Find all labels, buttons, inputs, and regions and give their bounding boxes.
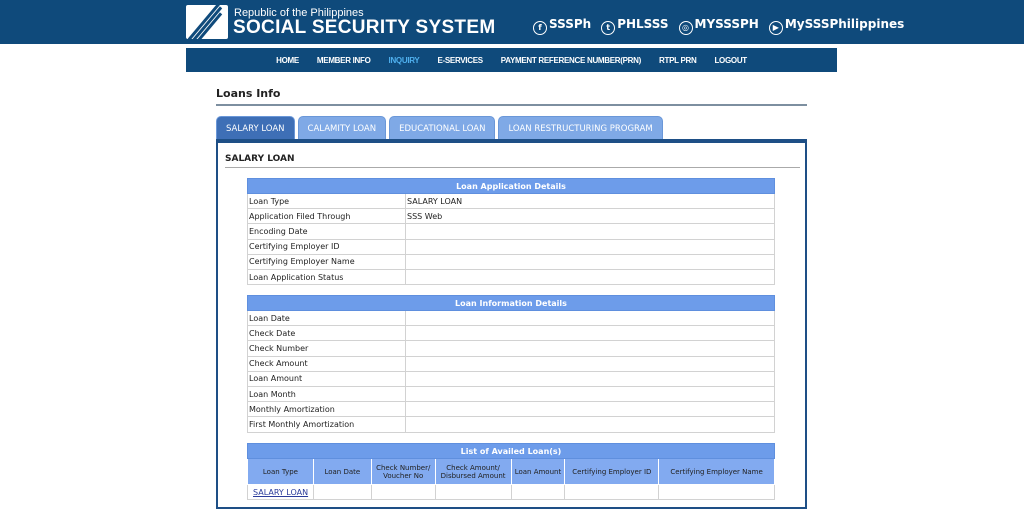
- column-header: Check Amount/ Disbursed Amount: [435, 459, 511, 485]
- table-header-row: [248, 296, 775, 311]
- main-nav: [186, 48, 837, 72]
- tab-salary-loan[interactable]: SALARY LOAN: [216, 116, 295, 140]
- cell: [511, 485, 565, 500]
- field-label: Check Date: [248, 326, 406, 341]
- column-header: Loan Date: [313, 459, 371, 485]
- twitter-icon: t: [601, 21, 615, 35]
- table-row: [248, 356, 775, 371]
- field-value: [406, 417, 775, 432]
- social-link[interactable]: [769, 17, 904, 35]
- field-value: [406, 402, 775, 417]
- table-row: [248, 386, 775, 401]
- field-label: Certifying Employer ID: [248, 239, 406, 254]
- field-label: Check Number: [248, 341, 406, 356]
- cell: [435, 485, 511, 500]
- table-row: [248, 239, 775, 254]
- republic-label: Republic of the Philippines: [234, 7, 364, 19]
- social-label: MYSSSPH: [694, 17, 759, 31]
- column-header-row: [248, 459, 775, 485]
- field-label: Application Filed Through: [248, 209, 406, 224]
- table-row: [248, 269, 775, 284]
- field-label: Loan Application Status: [248, 269, 406, 284]
- table-title: Loan Application Details: [248, 179, 775, 194]
- instagram-icon: ◎: [679, 21, 693, 35]
- table-row: [248, 402, 775, 417]
- social-link[interactable]: [679, 17, 759, 35]
- field-value: [406, 239, 775, 254]
- table-row: [248, 417, 775, 432]
- field-label: Check Amount: [248, 356, 406, 371]
- field-label: Loan Month: [248, 386, 406, 401]
- nav-member-info[interactable]: MEMBER INFO: [316, 55, 371, 65]
- field-label: Monthly Amortization: [248, 402, 406, 417]
- field-label: Loan Date: [248, 311, 406, 326]
- column-header: Loan Amount: [511, 459, 565, 485]
- table-title: Loan Information Details: [248, 296, 775, 311]
- table-row: [248, 209, 775, 224]
- social-label: MySSSPhilippines: [784, 17, 905, 31]
- availed-loans-table: [247, 443, 775, 500]
- field-value: [406, 326, 775, 341]
- loan-type-link[interactable]: SALARY LOAN: [253, 487, 309, 497]
- field-value: [406, 269, 775, 284]
- field-label: First Monthly Amortization: [248, 417, 406, 432]
- field-value: [406, 311, 775, 326]
- loan-information-table: [247, 295, 775, 433]
- nav-logout[interactable]: LOGOUT: [714, 55, 747, 65]
- field-value: [406, 371, 775, 386]
- table-header-row: [248, 444, 775, 459]
- cell: [659, 485, 775, 500]
- youtube-icon: ▶: [769, 21, 783, 35]
- table-row: [248, 371, 775, 386]
- field-value: SALARY LOAN: [406, 194, 775, 209]
- column-header: Certifying Employer ID: [565, 459, 659, 485]
- panel-title: SALARY LOAN: [225, 154, 295, 164]
- table-row: [248, 311, 775, 326]
- field-value: [406, 356, 775, 371]
- table-row: [248, 341, 775, 356]
- social-link[interactable]: [601, 17, 668, 35]
- column-header: Loan Type: [248, 459, 314, 485]
- tab-loan-restructuring-program[interactable]: LOAN RESTRUCTURING PROGRAM: [498, 116, 662, 140]
- nav-inquiry[interactable]: INQUIRY: [388, 55, 420, 65]
- site-header: [0, 0, 1024, 44]
- cell: [248, 485, 314, 500]
- loan-application-table: [247, 178, 775, 285]
- divider: [216, 104, 807, 106]
- social-links: [533, 17, 904, 35]
- table-row: [248, 326, 775, 341]
- nav-home[interactable]: HOME: [276, 55, 299, 65]
- field-label: Encoding Date: [248, 224, 406, 239]
- field-value: SSS Web: [406, 209, 775, 224]
- cell: [313, 485, 371, 500]
- social-link[interactable]: [533, 17, 591, 35]
- nav-e-services[interactable]: E-SERVICES: [437, 55, 483, 65]
- field-value: [406, 254, 775, 269]
- table-title: List of Availed Loan(s): [248, 444, 775, 459]
- org-name: SOCIAL SECURITY SYSTEM: [233, 17, 496, 38]
- nav-rtpl-prn[interactable]: RTPL PRN: [659, 55, 697, 65]
- nav-payment-reference-number-prn-[interactable]: PAYMENT REFERENCE NUMBER(PRN): [500, 55, 641, 65]
- page-title: Loans Info: [216, 87, 281, 100]
- divider: [225, 167, 800, 168]
- field-label: Certifying Employer Name: [248, 254, 406, 269]
- cell: [371, 485, 435, 500]
- sss-logo[interactable]: [186, 5, 228, 39]
- social-label: SSSPh: [549, 17, 592, 31]
- field-label: Loan Type: [248, 194, 406, 209]
- field-value: [406, 386, 775, 401]
- tab-panel: [216, 139, 807, 509]
- field-value: [406, 341, 775, 356]
- social-label: PHLSSS: [617, 17, 669, 31]
- field-value: [406, 224, 775, 239]
- facebook-icon: f: [533, 21, 547, 35]
- table-row: [248, 485, 775, 500]
- table-row: [248, 224, 775, 239]
- tab-calamity-loan[interactable]: CALAMITY LOAN: [298, 116, 387, 140]
- table-row: [248, 254, 775, 269]
- table-header-row: [248, 179, 775, 194]
- loan-tabs: [216, 116, 663, 140]
- cell: [565, 485, 659, 500]
- table-row: [248, 194, 775, 209]
- column-header: Certifying Employer Name: [659, 459, 775, 485]
- column-header: Check Number/ Voucher No: [371, 459, 435, 485]
- field-label: Loan Amount: [248, 371, 406, 386]
- tab-educational-loan[interactable]: EDUCATIONAL LOAN: [389, 116, 495, 140]
